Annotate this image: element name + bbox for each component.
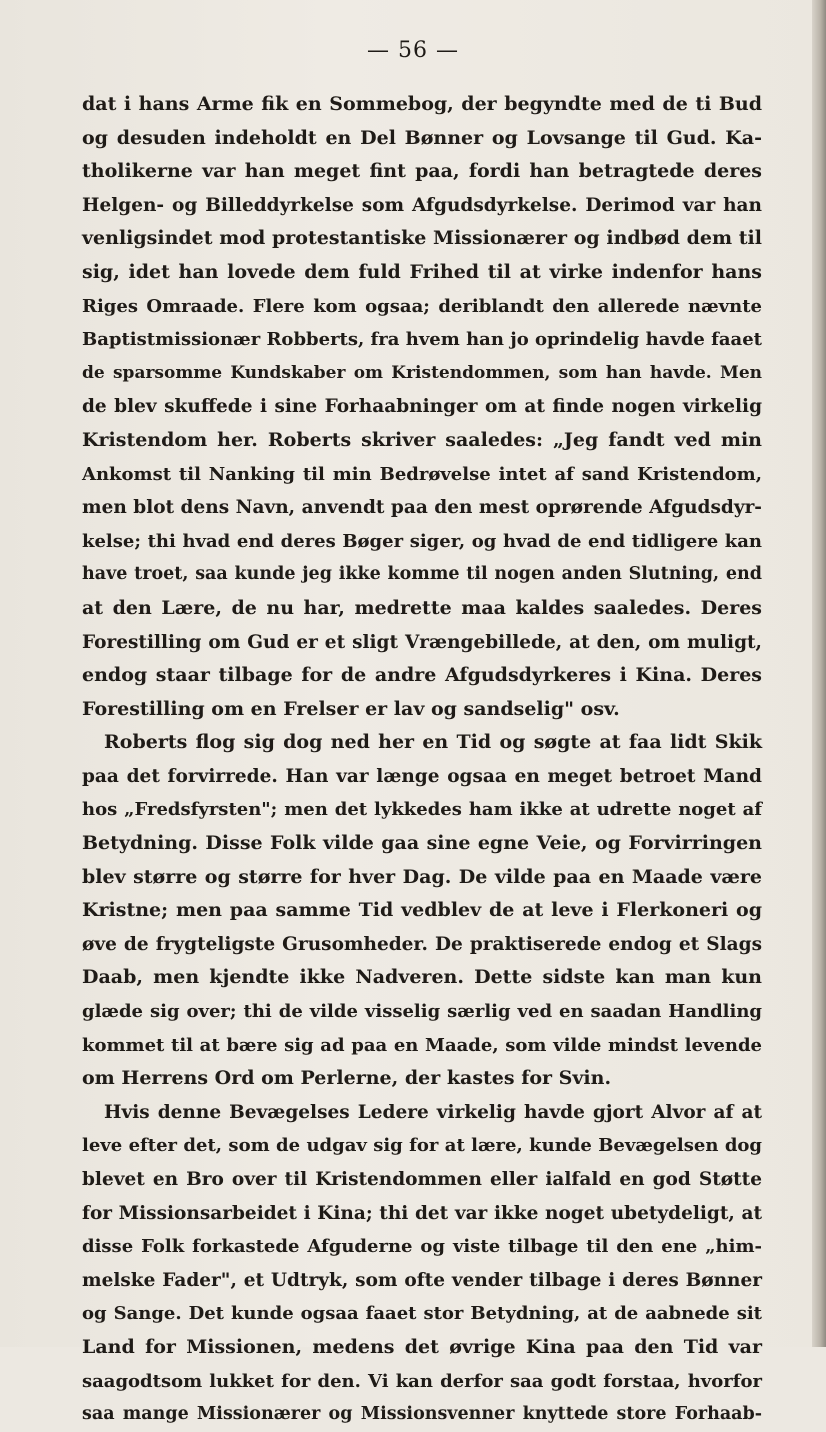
text-line: for Missionsarbeidet i Kina; thi det var ikke noget ubetydeligt, at [82,1202,762,1224]
text-line: kommet til at bære sig ad paa en Maade, som vilde mindst levende [82,1034,762,1056]
text-line: sig, idet han lovede dem fuld Frihed til at virke indenfor hans [82,260,762,283]
text-line: Helgen- og Billeddyrkelse som Afgudsdyrkelse. Derimod var han [82,194,762,216]
text-line: saa mange Missionærer og Missionsvenner knyttede store Forhaab- [82,1404,762,1425]
text-line: Kristendom her. Roberts skriver saaledes: „Jeg fandt ved min [82,428,762,451]
text-line: og desuden indeholdt en Del Bønner og Lovsange til Gud. Ka- [82,126,762,149]
text-line: de sparsomme Kundskaber om Kristendommen, som han havde. Men [82,362,762,383]
text-line: Betydning. Disse Folk vilde gaa sine egne Veie, og Forvirringen [82,832,762,855]
text-line: at den Lære, de nu har, medrette maa kaldes saaledes. Deres [82,596,762,619]
text-line: blev større og større for hver Dag. De vilde paa en Maade være [82,865,762,888]
text-line: om Herrens Ord om Perlerne, der kastes for Svin. [82,1067,612,1090]
text-line: Riges Omraade. Flere kom ogsaa; deriblandt den allerede nævnte [82,295,762,317]
text-line: men blot dens Navn, anvendt paa den mest oprørende Afgudsdyr- [82,497,762,519]
text-line: Ankomst til Nanking til min Bedrøvelse intet af sand Kristendom, [82,463,762,485]
text-line: leve efter det, som de udgav sig for at lære, kunde Bevægelsen dog [82,1135,762,1157]
text-line: have troet, saa kunde jeg ikke komme til nogen anden Slutning, end [82,564,762,585]
text-line: og Sange. Det kunde ogsaa faaet stor Betydning, at de aabnede sit [82,1303,762,1325]
text-line: Forestilling om Gud er et sligt Vrængebillede, at den, om muligt, [82,631,762,653]
text-line: Kristne; men paa samme Tid vedblev de at leve i Flerkoneri og [82,899,762,922]
text-line: de blev skuffede i sine Forhaabninger om at finde nogen virkelig [82,396,762,418]
text-line: tholikerne var han meget fint paa, fordi han betragtede deres [82,160,762,183]
text-line: blevet en Bro over til Kristendommen eller ialfald en god Støtte [82,1169,762,1190]
text-line: hos „Fredsfyrsten"; men det lykkedes ham ikke at udrette noget af [82,799,762,821]
page-edge [812,0,826,1347]
text-line: Forestilling om en Frelser er lav og sandselig" osv. [82,697,620,720]
text-line: Hvis denne Bevægelses Ledere virkelig havde gjort Alvor af at [104,1101,762,1123]
text-line: paa det forvirrede. Han var længe ogsaa en meget betroet Mand [82,765,762,787]
text-line: endog staar tilbage for de andre Afgudsdyrkeres i Kina. Deres [82,664,762,687]
text-line: dat i hans Arme fik en Sommebog, der begyndte med de ti Bud [82,93,762,115]
page-number: — 56 — [367,38,459,63]
text-line: disse Folk forkastede Afguderne og viste tilbage til den ene „him- [82,1236,762,1258]
text-line: Baptistmissionær Robberts, fra hvem han jo oprindelig havde faaet [82,329,762,351]
text-line: melske Fader", et Udtryk, som ofte vender tilbage i deres Bønner [82,1269,762,1291]
text-line: saagodtsom lukket for den. Vi kan derfor saa godt forstaa, hvorfor [82,1370,762,1392]
text-line: Land for Missionen, medens det øvrige Kina paa den Tid var [82,1335,762,1358]
text-line: glæde sig over; thi de vilde visselig særlig ved en saadan Handling [82,1001,762,1023]
text-line: kelse; thi hvad end deres Bøger siger, og hvad de end tidligere kan [82,530,762,552]
text-line: venligsindet mod protestantiske Missionærer og indbød dem til [82,227,762,250]
text-line: Roberts flog sig dog ned her en Tid og søgte at faa lidt Skik [104,731,762,754]
body-text [82,88,762,1432]
text-line: øve de frygteligste Grusomheder. De praktiserede endog et Slags [82,933,762,955]
text-line: Daab, men kjendte ikke Nadveren. Dette sidste kan man kun [82,966,762,989]
